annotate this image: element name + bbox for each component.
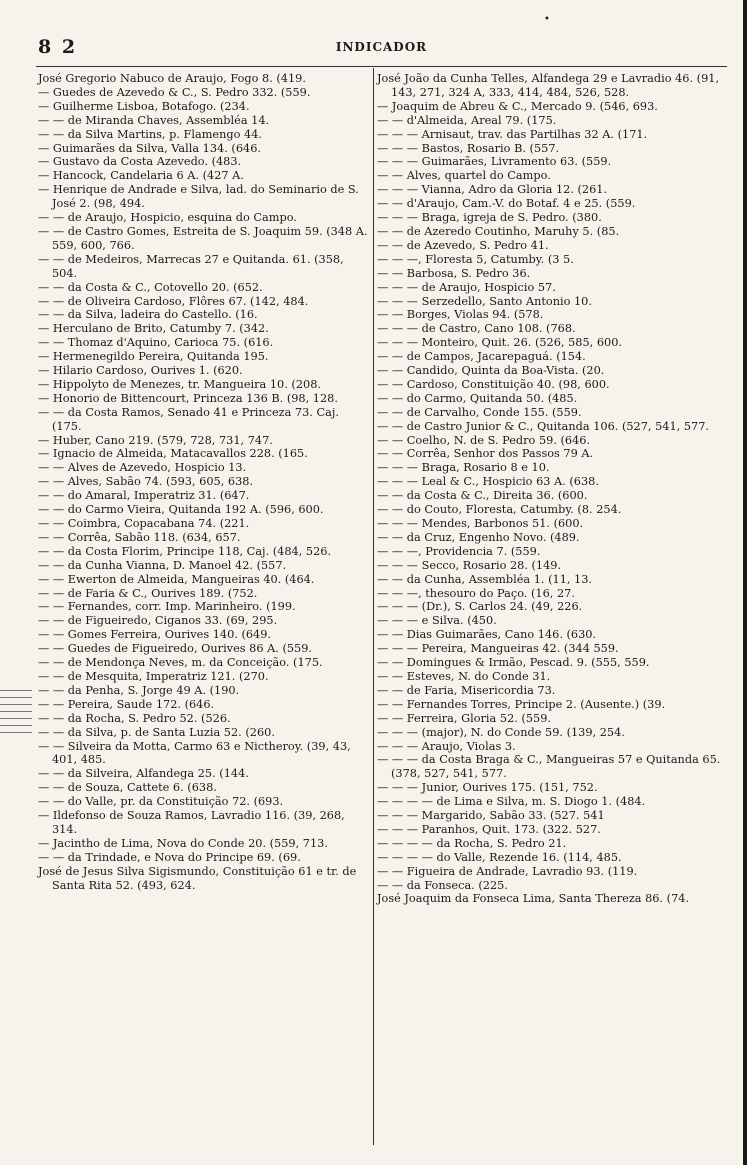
directory-entry: — — da Silva, p. de Santa Luzia 52. (260. [38,725,275,739]
directory-entry: — — Figueira de Andrade, Lavradio 93. (119. [377,864,638,878]
directory-entry: — — de Souza, Cattete 6. (638. [38,781,217,795]
directory-entry: — — da Costa & C., Direita 36. (600. [377,489,588,503]
binding-marks [0,690,32,850]
directory-entry: — — Borges, Violas 94. (578. [377,308,544,322]
directory-entry: — — do Couto, Floresta, Catumby. (8. 254. [377,503,622,517]
directory-entry: — — da Silva, ladeira do Castello. (16. [38,308,258,322]
directory-entry: — — do Carmo, Quitanda 50. (485. [377,391,578,405]
directory-entry: — — d'Araujo, Cam.-V. do Botaf. 4 e 25. (559. [377,197,636,211]
directory-entry: — — Alves de Azevedo, Hospicio 13. [38,461,247,475]
header-rule [36,66,727,67]
directory-entry: — — — Araujo, Violas 3. [377,739,516,753]
directory-entry: — — de Castro Junior & C., Quitanda 106. (527, 541, 577. [377,419,709,433]
directory-entry: — — do Carmo Vieira, Quitanda 192 A. (596, 600. [38,503,324,517]
directory-entry: — — da Cruz, Engenho Novo. (489. [377,530,580,544]
right-column [377,72,723,906]
directory-entry: — — Fernandes Torres, Principe 2. (Ausente.) (39. [377,697,666,711]
directory-entry: — Guimarães da Silva, Valla 134. (646. [38,141,261,155]
directory-entry: — — da Costa Florim, Principe 118, Caj. (484, 526. [38,544,332,558]
directory-entry: — — — Monteiro, Quit. 26. (526, 585, 600. [377,336,623,350]
directory-entry: — — da Fonseca. (225. [377,878,508,892]
directory-entry: — — d'Almeida, Areal 79. (175. [377,113,557,127]
directory-entry: — Ildefonso de Souza Ramos, Lavradio 116. (39, 268, 314. [38,809,345,836]
directory-entry: — Joaquim de Abreu & C., Mercado 9. (546, 693. [377,99,658,113]
directory-entry: — — — Leal & C., Hospicio 63 A. (638. [377,475,599,489]
directory-entry: — — Domingues & Irmão, Pescad. 9. (555, 559. [377,656,650,670]
directory-entry: — — — Secco, Rosario 28. (149. [377,558,562,572]
directory-entry: — Honorio de Bittencourt, Princeza 136 B. (98, 128. [38,391,338,405]
directory-entry: — — Fernandes, corr. Imp. Marinheiro. (199. [38,600,296,614]
directory-entry: — — de Figueiredo, Ciganos 33. (69, 295. [38,614,278,628]
directory-entry: — — — Margarido, Sabão 33. (527. 541 [377,809,605,823]
directory-entry: — — — (Dr.), S. Carlos 24. (49, 226. [377,600,583,614]
directory-entry: — — — Junior, Ourives 175. (151, 752. [377,781,598,795]
directory-entry: — — Esteves, N. do Conde 31. [377,669,551,683]
directory-entry: — — — da Costa Braga & C., Mangueiras 57 e Quitanda 65. (378, 527, 541, 577. [377,753,721,781]
directory-entry: — — da Silveira, Alfandega 25. (144. [38,767,249,781]
directory-entry: — — de Mendonça Neves, m. da Conceição. (175. [38,656,323,670]
directory-entry: — — Ewerton de Almeida, Mangueiras 40. (464. [38,572,315,586]
directory-entry: — — de Medeiros, Marrecas 27 e Quitanda. 61. (358, 504. [38,252,344,280]
directory-entry: — — — e Silva. (450. [377,614,497,628]
directory-entry: — — Dias Guimarães, Cano 146. (630. [377,628,597,642]
directory-entry: — — Thomaz d'Aquino, Carioca 75. (616. [38,336,274,350]
directory-entry: — Gustavo da Costa Azevedo. (483. [38,155,242,169]
directory-entry: — Guedes de Azevedo & C., S. Pedro 332. (559. [38,85,311,99]
directory-entry: — — Corrêa, Sabão 118. (634, 657. [38,530,241,544]
directory-entry: — — Alves, quartel do Campo. [377,169,551,183]
directory-entry: — — de Faria & C., Ourives 189. (752. [38,586,258,600]
column-divider [373,68,374,1145]
directory-entry: — — — de Araujo, Hospicio 57. [377,280,556,294]
directory-entry: — Hermenegildo Pereira, Quitanda 195. [38,350,269,364]
directory-entry: — — do Amaral, Imperatriz 31. (647. [38,489,250,503]
directory-entry: — — Coimbra, Copacabana 74. (221. [38,517,250,530]
directory-entry: — — da Penha, S. Jorge 49 A. (190. [38,683,240,697]
directory-entry: — Henrique de Andrade e Silva, lad. do Seminario de S. José 2. (98, 494. [38,183,359,211]
directory-entry: — — de Azevedo, S. Pedro 41. [377,238,549,252]
directory-entry: — — — Mendes, Barbonos 51. (600. [377,517,584,530]
header-dot: • [544,14,550,25]
directory-entry: — — de Castro Gomes, Estreita de S. Joaquim 59. (348 A. 559, 600, 766. [38,224,368,252]
directory-entry: — — da Cunha, Assembléa 1. (11, 13. [377,572,593,586]
directory-entry: — — de Campos, Jacarepaguá. (154. [377,350,586,364]
directory-entry: — — de Oliveira Cardoso, Flôres 67. (142, 484. [38,294,309,308]
directory-entry: — — — — do Valle, Rezende 16. (114, 485. [377,850,622,864]
left-column [38,72,370,892]
directory-entry: — — — Guimarães, Livramento 63. (559. [377,155,612,169]
directory-entry: — — — de Castro, Cano 108. (768. [377,322,576,336]
directory-entry: — — — Serzedello, Santo Antonio 10. [377,294,592,308]
directory-entry: — — da Silva Martins, p. Flamengo 44. [38,127,262,141]
directory-entry: — Jacintho de Lima, Nova do Conde 20. (559, 713. [38,836,328,850]
directory-entry: — — Barbosa, S. Pedro 36. [377,266,531,280]
directory-entry: — — —, thesouro do Paço. (16, 27. [377,586,575,600]
directory-entry: — Hancock, Candelaria 6 A. (427 A. [38,169,244,183]
directory-entry: — — — Arnisaut, trav. das Partilhas 32 A. (171. [377,127,648,141]
directory-entry: — Herculano de Brito, Catumby 7. (342. [38,322,269,336]
directory-entry: — — — Bastos, Rosario B. (557. [377,141,560,155]
directory-entry: — — Corrêa, Senhor dos Passos 79 A. [377,447,594,461]
directory-entry: — — — Vianna, Adro da Gloria 12. (261. [377,183,608,197]
directory-entry: — — — Paranhos, Quit. 173. (322. 527. [377,822,601,836]
running-title: INDICADOR [335,40,428,54]
directory-entry: — — da Costa & C., Cotovello 20. (652. [38,280,263,294]
directory-entry: — — — — de Lima e Silva, m. S. Diogo 1. (484. [377,795,646,809]
directory-entry: — Ignacio de Almeida, Matacavallos 228. (165. [38,447,308,461]
directory-entry: — — da Costa Ramos, Senado 41 e Princeza 73. Caj. (175. [38,405,339,433]
directory-entry: — Huber, Cano 219. (579, 728, 731, 747. [38,433,273,447]
directory-entry: — — de Miranda Chaves, Assembléa 14. [38,113,270,127]
page-edge-mark [743,0,747,1165]
directory-entry: — — de Carvalho, Conde 155. (559. [377,405,582,419]
directory-entry: — Guilherme Lisboa, Botafogo. (234. [38,99,250,113]
directory-entry: — — da Trindade, e Nova do Principe 69. (69. [38,850,301,864]
directory-entry: José João da Cunha Telles, Alfandega 29 e Lavradio 46. (91, 143, 271, 324 A, 333, 414, 484, 526, 528. [377,72,720,99]
directory-entry: — — Cardoso, Constituição 40. (98, 600. [377,377,610,391]
directory-entry: — — —, Providencia 7. (559. [377,544,541,558]
directory-entry: — — Coelho, N. de S. Pedro 59. (646. [377,433,591,447]
directory-entry: — — de Araujo, Hospicio, esquina do Campo. [38,211,297,225]
directory-entry: — — Candido, Quinta da Boa-Vista. (20. [377,364,605,378]
directory-entry: José de Jesus Silva Sigismundo, Constituição 61 e tr. de Santa Rita 52. (493, 624. [38,864,357,892]
directory-entry: — — Ferreira, Gloria 52. (559. [377,711,551,725]
directory-entry: — — de Faria, Misericordia 73. [377,683,556,697]
directory-entry: — — — Braga, igreja de S. Pedro. (380. [377,211,602,225]
directory-entry: — — do Valle, pr. da Constituição 72. (693. [38,795,284,809]
directory-entry: José Joaquim da Fonseca Lima, Santa Thereza 86. (74. [377,892,690,906]
directory-entry: — — da Rocha, S. Pedro 52. (526. [38,711,231,725]
directory-entry: — — Alves, Sabão 74. (593, 605, 638. [38,475,254,489]
directory-entry: — — — Braga, Rosario 8 e 10. [377,461,550,475]
directory-entry: — — Silveira da Motta, Carmo 63 e Nictheroy. (39, 43, 401, 485. [38,739,351,767]
page-header [38,14,725,58]
directory-entry: — — de Mesquita, Imperatriz 121. (270. [38,669,269,683]
directory-entry: — Hippolyto de Menezes, tr. Mangueira 10. (208. [38,377,321,391]
directory-entry: — — de Azeredo Coutinho, Maruhy 5. (85. [377,224,620,238]
directory-entry: José Gregorio Nabuco de Araujo, Fogo 8. (419. [38,72,306,85]
directory-entry: — — — (major), N. do Conde 59. (139, 254. [377,725,625,739]
directory-entry: — — —, Floresta 5, Catumby. (3 5. [377,252,574,266]
directory-entry: — — da Cunha Vianna, D. Manoel 42. (557. [38,558,287,572]
directory-entry: — — Guedes de Figueiredo, Ourives 86 A. (559. [38,642,313,656]
page-number: 8 2 [38,36,78,58]
directory-entry: — — Gomes Ferreira, Ourives 140. (649. [38,628,272,642]
directory-entry: — — — Pereira, Mangueiras 42. (344 559. [377,642,619,656]
directory-entry: — — Pereira, Saude 172. (646. [38,697,215,711]
directory-entry: — Hilario Cardoso, Ourives 1. (620. [38,364,243,378]
directory-entry: — — — — da Rocha, S. Pedro 21. [377,836,567,850]
